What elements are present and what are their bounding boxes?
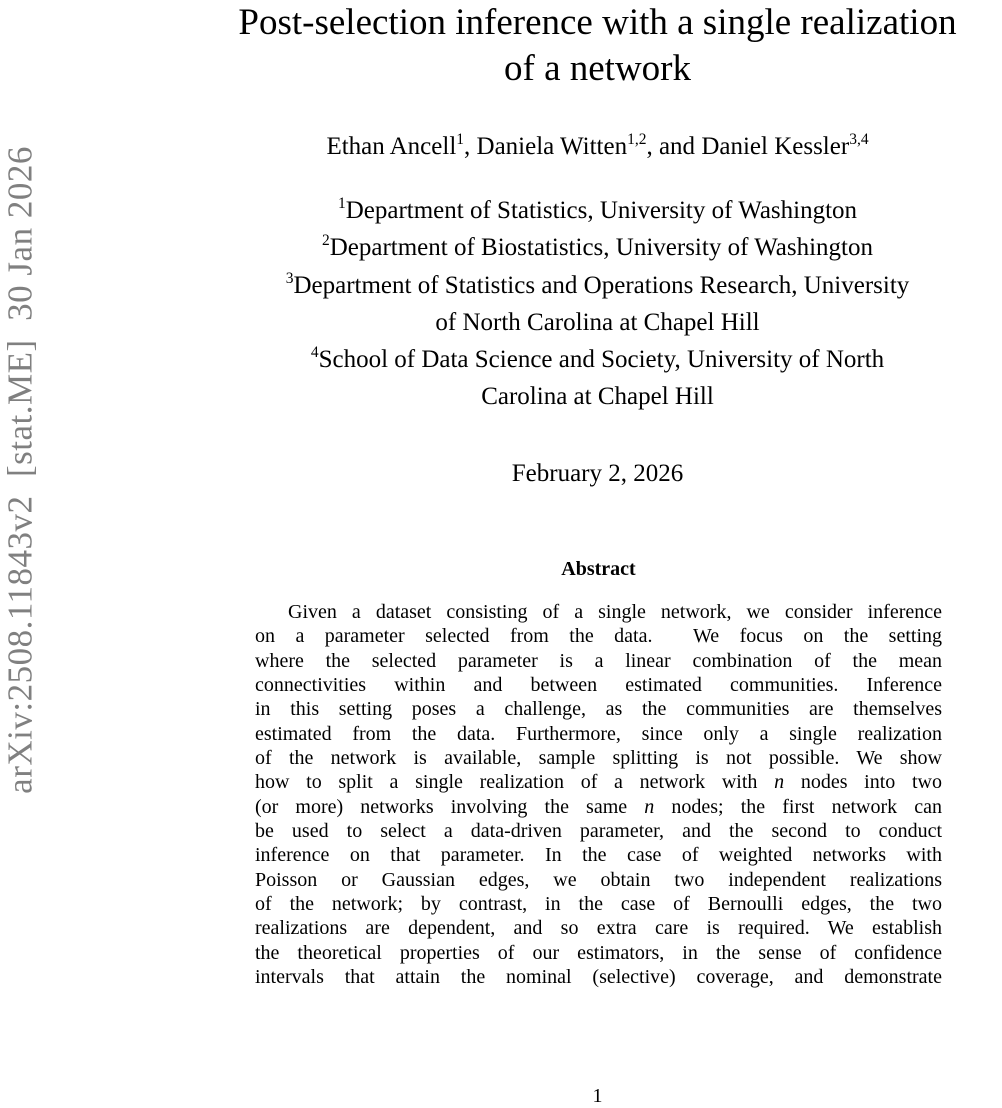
affil-text: Department of Biostatistics, University of Washington	[329, 234, 874, 262]
abstract-text: nodes into two	[784, 771, 942, 794]
title-line: Post-selection inference with a single realization	[238, 2, 957, 43]
affiliation	[190, 341, 1002, 416]
abstract-line	[255, 624, 942, 648]
author-separator: , and	[646, 133, 702, 160]
abstract-line	[255, 722, 942, 746]
abstract-text: connectivities within and between estimated communities. Inference	[255, 674, 942, 697]
author-name: Ethan Ancell	[326, 133, 457, 160]
abstract-line	[255, 843, 942, 867]
abstract-line	[255, 965, 942, 989]
arxiv-stamp: arXiv:2508.11843v2 [stat.ME] 30 Jan 2026	[0, 146, 40, 794]
math-variable: n	[774, 771, 785, 794]
page-number: 1	[592, 1085, 603, 1107]
abstract-text: estimated from the data. Furthermore, since only a single realization	[255, 722, 942, 745]
affiliation	[190, 229, 1002, 266]
abstract-text: on a parameter selected from the data. We focus on the setting	[255, 625, 942, 648]
abstract-heading: Abstract	[561, 558, 636, 580]
affil-mark: 4	[310, 344, 319, 362]
abstract-line	[255, 892, 942, 916]
affil-mark: 3	[285, 269, 294, 287]
affiliation	[190, 192, 1002, 229]
abstract-line	[255, 941, 942, 965]
abstract-text: inference on that parameter. In the case of weighted networks with	[255, 844, 942, 867]
abstract-text: Given a dataset consisting of a single network, we consider inference	[288, 601, 942, 623]
abstract-text: Poisson or Gaussian edges, we obtain two independent realizations	[255, 868, 942, 891]
abstract-line	[255, 795, 942, 819]
paper-title	[190, 0, 1002, 92]
abstract-line	[255, 819, 942, 843]
math-variable: n	[644, 795, 655, 818]
affil-mark: 1	[337, 194, 346, 212]
affil-text: Department of Statistics, University of Washington	[345, 197, 858, 224]
abstract-text: the theoretical properties of our estimators, in the sense of confidence	[255, 941, 942, 964]
abstract-text: how to split a single realization of a network with	[255, 771, 775, 794]
author-name: Daniel Kessler	[701, 133, 850, 160]
author-separator: ,	[464, 133, 477, 160]
affiliations	[190, 192, 1002, 416]
affil-text: Department of Statistics and Operations Research, University	[293, 271, 910, 299]
abstract-line	[255, 697, 942, 721]
abstract-line	[255, 916, 942, 940]
author-affil-mark: 3,4	[849, 130, 869, 148]
abstract-text: realizations are dependent, and so extra care is required. We establish	[255, 917, 942, 940]
abstract-text: be used to select a data-driven parameter, and the second to conduct	[255, 820, 942, 843]
abstract-text: where the selected parameter is a linear combination of the mean	[255, 649, 942, 672]
abstract-text: of the network; by contrast, in the case of Bernoulli edges, the two	[255, 893, 942, 916]
abstract-text: of the network is available, sample splitting is not possible. We show	[255, 747, 942, 770]
affil-text: Carolina at Chapel Hill	[481, 383, 714, 411]
abstract-line	[255, 673, 942, 697]
abstract-text: (or more) networks involving the same	[255, 795, 645, 818]
affil-text: of North Carolina at Chapel Hill	[435, 308, 760, 336]
abstract-text: in this setting poses a challenge, as the communities are themselves	[255, 698, 942, 721]
abstract-body	[255, 600, 942, 990]
affiliation	[190, 267, 1002, 342]
abstract-text: nodes; the first network can	[654, 795, 942, 818]
author-name: Daniela Witten	[476, 133, 628, 160]
author-list	[190, 130, 1002, 164]
author-affil-mark: 1,2	[627, 130, 647, 148]
abstract-line	[255, 868, 942, 892]
paper-date: February 2, 2026	[511, 460, 684, 487]
author-affil-mark: 1	[456, 130, 465, 148]
abstract-line	[255, 746, 942, 770]
abstract-line	[255, 600, 942, 624]
affil-mark: 2	[321, 232, 330, 250]
abstract-line	[255, 649, 942, 673]
abstract-line	[255, 770, 942, 794]
abstract-text: intervals that attain the nominal (selective) coverage, and demonstrate	[255, 966, 942, 989]
affil-text: School of Data Science and Society, University of North	[318, 346, 885, 374]
title-line: of a network	[504, 48, 691, 89]
